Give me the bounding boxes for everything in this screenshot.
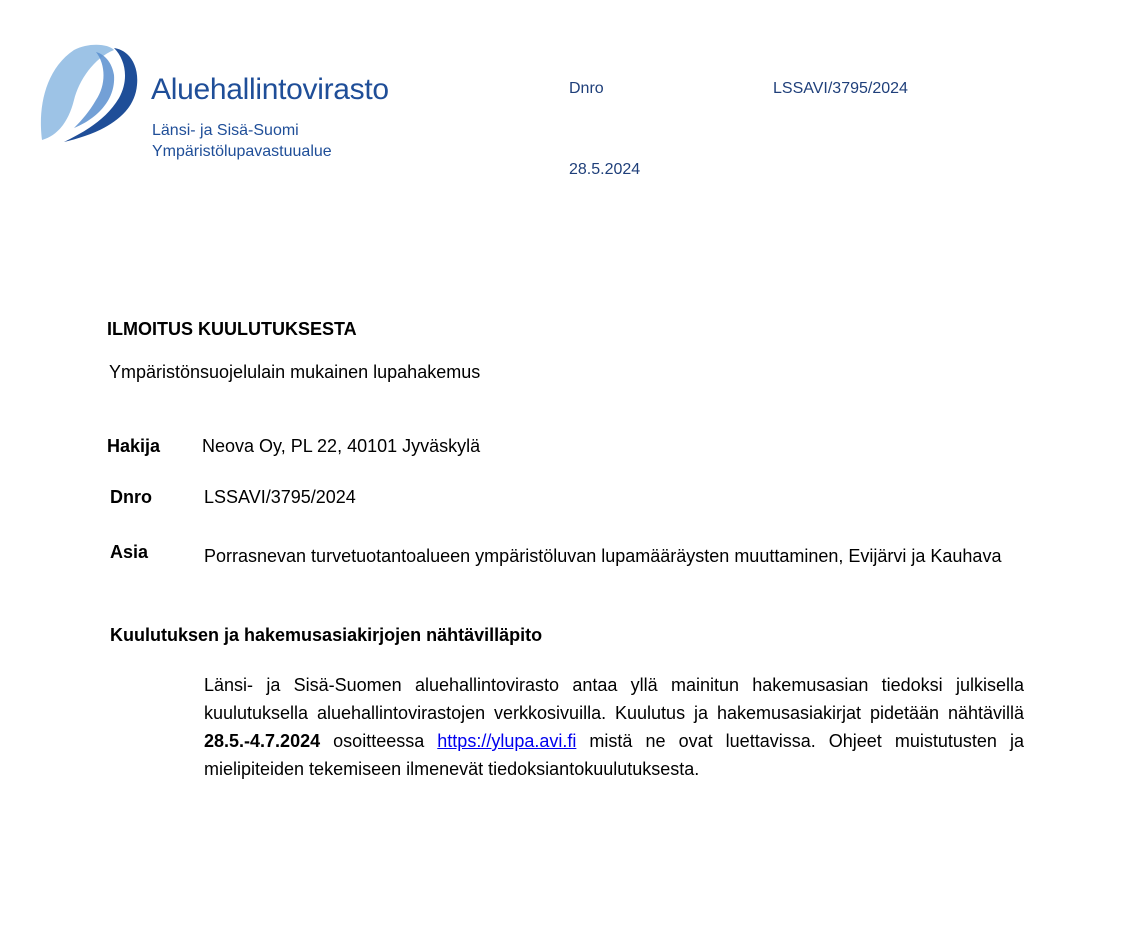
org-name: Aluehallintovirasto bbox=[151, 73, 389, 106]
org-department: Ympäristölupavastuualue bbox=[152, 143, 332, 160]
dnro-label: Dnro bbox=[110, 487, 152, 507]
asia-value: Porrasnevan turvetuotantoalueen ympäristöluvan lupamääräysten muuttaminen, Evijärvi ja Kauhava bbox=[204, 546, 1002, 566]
body-text-part3: mistä ne ovat luettavissa. Ohjeet muistutusten ja mielipiteiden tekemiseen ilmenevät tiedoksiantokuulutuksesta. bbox=[204, 731, 1024, 779]
body-text-part2: osoitteessa bbox=[320, 731, 438, 751]
hakija-value: Neova Oy, PL 22, 40101 Jyväskylä bbox=[202, 436, 481, 456]
header-dnro-label: Dnro bbox=[569, 80, 604, 97]
org-region: Länsi- ja Sisä-Suomi bbox=[152, 122, 299, 139]
hakija-label: Hakija bbox=[107, 436, 161, 456]
aluehallintovirasto-logo-icon bbox=[34, 40, 142, 144]
header-date: 28.5.2024 bbox=[569, 161, 641, 178]
document-title: ILMOITUS KUULUTUKSESTA bbox=[107, 319, 357, 339]
document-subtitle: Ympäristönsuojelulain mukainen lupahakemus bbox=[109, 362, 481, 382]
body-dates: 28.5.-4.7.2024 bbox=[204, 731, 321, 751]
ylupa-link[interactable]: https://ylupa.avi.fi bbox=[437, 731, 577, 751]
body-paragraph bbox=[204, 671, 1024, 783]
header-dnro-value: LSSAVI/3795/2024 bbox=[773, 80, 908, 97]
body-text-part1: Länsi- ja Sisä-Suomen aluehallintovirasto antaa yllä mainitun hakemusasian tiedoksi julkisella kuulutuksella aluehallintovirastojen verkkosivuilla. Kuulutus ja hakemusasiakirjat pidetään nähtävillä bbox=[204, 675, 1024, 723]
section-heading: Kuulutuksen ja hakemusasiakirjojen nähtävilläpito bbox=[110, 625, 543, 645]
asia-label: Asia bbox=[110, 542, 149, 562]
dnro-value: LSSAVI/3795/2024 bbox=[204, 487, 356, 507]
